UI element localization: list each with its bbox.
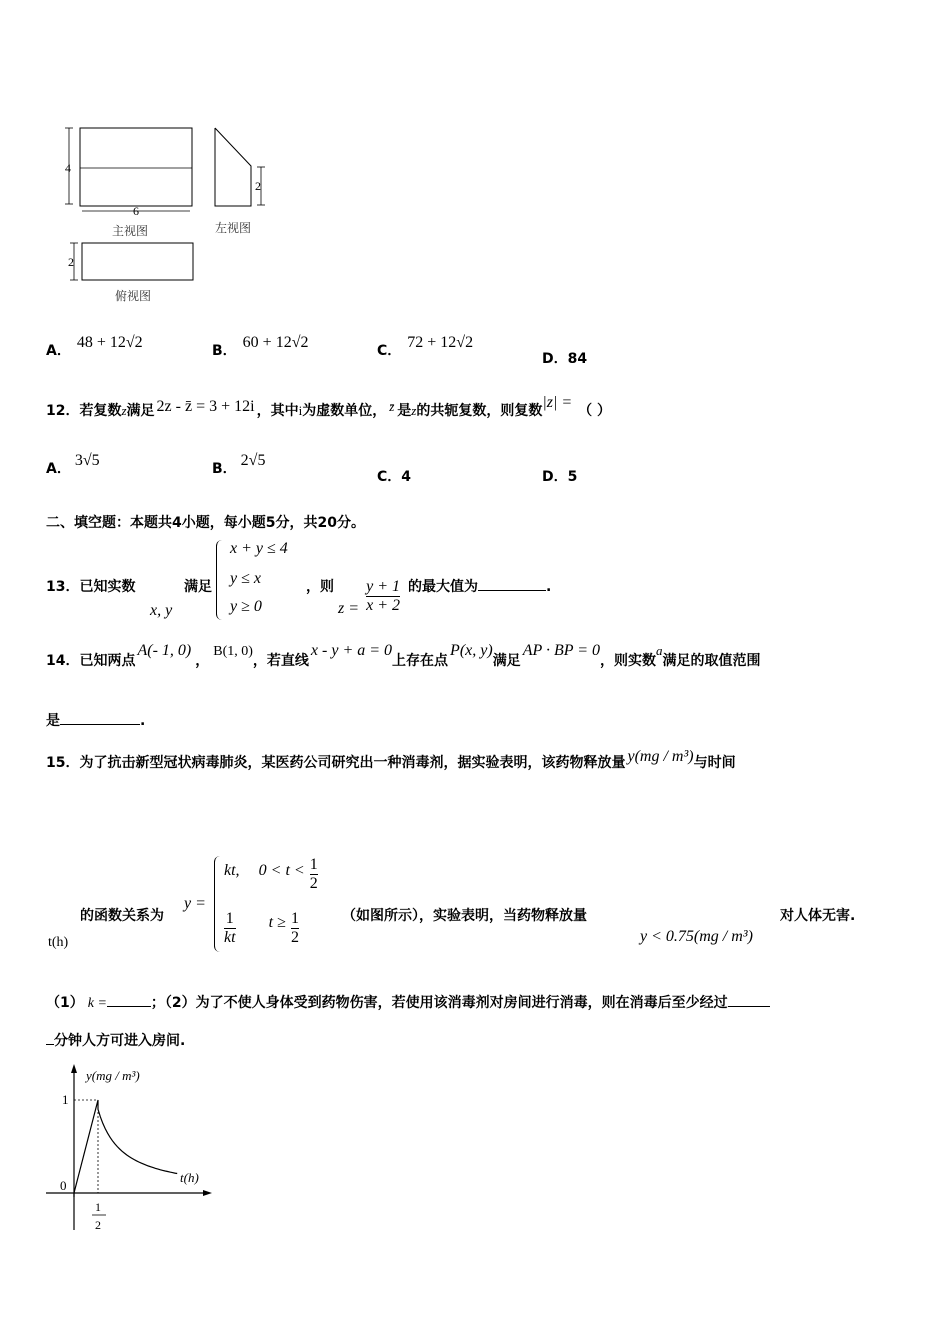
question-12: 12．若复数z满足 2z - z̄ = 3 + 12i ，其中i为虚数单位， $^{z̄}$ 是z的共轭复数，则复数|z| = （ ） bbox=[46, 394, 612, 419]
graph-origin: 0 bbox=[60, 1178, 67, 1193]
q11-option-c[interactable]: C． 72 + 12√2 bbox=[377, 334, 474, 359]
q12-option-c[interactable]: C．4 bbox=[377, 469, 412, 485]
dim-right: 2 bbox=[255, 179, 261, 193]
q15-k-blank[interactable] bbox=[107, 994, 151, 1007]
q15-safe-level: y < 0.75(mg / m³) bbox=[640, 928, 753, 945]
q13-constraint-3: y ≥ 0 bbox=[230, 598, 262, 615]
top-view-label: 俯视图 bbox=[115, 289, 152, 303]
q15-piece-1: kt, 0 < t < $\frac{1}{2}$ bbox=[224, 856, 318, 892]
q15-piece-2: $\frac{1}{kt}$ t ≥ $\frac{1}{2}$ bbox=[224, 910, 299, 946]
q15-line-3: 分钟人方可进入房间. bbox=[46, 1030, 185, 1050]
q15-function-intro: 的函数关系为 bbox=[80, 908, 164, 924]
graph-curve bbox=[74, 1100, 177, 1197]
dim-top: 2 bbox=[68, 255, 74, 269]
left-view-shape bbox=[215, 128, 251, 206]
q13-constraint-1: x + y ≤ 4 bbox=[230, 540, 288, 557]
q15-graph bbox=[40, 1062, 220, 1242]
section-2-heading: 二、填空题：本题共4小题，每小题5分，共20分。 bbox=[46, 515, 365, 531]
q15-subquestions: （1） k = ；（2）为了不使人身体受到药物伤害，若使用该消毒剂对房间进行消毒，则在消毒后至少经过 bbox=[46, 992, 770, 1012]
question-14: 14．已知两点A(- 1, 0)，B(1, 0)，若直线x - y + a = 0上存在点P(x, y)满足AP · BP = 0，则实数$^a$满足的取值范围 bbox=[46, 642, 761, 669]
q12-option-a[interactable]: A． 3√5 bbox=[46, 452, 100, 477]
graph-x-arrow bbox=[203, 1190, 212, 1196]
graph-y-label: y(mg / m³) bbox=[86, 1068, 140, 1083]
dim-width: 6 bbox=[133, 204, 139, 218]
graph-x-label: t(h) bbox=[180, 1170, 199, 1185]
q12-option-d[interactable]: D．5 bbox=[542, 469, 578, 485]
graph-x-tick-num: 1 bbox=[95, 1200, 101, 1214]
dim-height: 4 bbox=[65, 161, 71, 175]
q14-answer-blank[interactable] bbox=[60, 712, 140, 725]
q14-line-2: 是 . bbox=[46, 713, 146, 729]
q15-y-equals: y = bbox=[184, 895, 206, 912]
q11-option-d[interactable]: D．84 bbox=[542, 351, 588, 367]
q13-then: ，则 bbox=[306, 579, 334, 595]
q13-answer-blank[interactable] bbox=[478, 578, 546, 591]
q11-option-b[interactable]: B． 60 + 12√2 bbox=[212, 334, 309, 359]
q12-option-b[interactable]: B． 2√5 bbox=[212, 452, 266, 477]
q15-minutes-blank[interactable] bbox=[728, 994, 770, 1007]
graph-y-arrow bbox=[71, 1064, 77, 1073]
q13-satisfies: 满足 bbox=[184, 579, 212, 595]
question-15-intro: 15．为了抗击新型冠状病毒肺炎，某医药公司研究出一种消毒剂，据实验表明，该药物释放量 y(mg / m³)与时间 bbox=[46, 748, 736, 771]
q13-vars: x, y bbox=[150, 602, 173, 619]
left-view-label: 左视图 bbox=[215, 221, 252, 235]
q13-text-start: 13．已知实数 bbox=[46, 579, 136, 595]
q15-text-mid: （如图所示），实验表明，当药物释放量 bbox=[342, 908, 587, 924]
q15-time-unit: t(h) bbox=[48, 935, 69, 950]
q13-brace bbox=[216, 540, 223, 620]
front-view-rect bbox=[80, 128, 192, 206]
q13-text-end: 的最大值为 . bbox=[408, 579, 552, 595]
three-view-figure bbox=[55, 120, 285, 310]
top-view-rect bbox=[82, 243, 193, 280]
graph-x-tick-den: 2 bbox=[95, 1218, 101, 1232]
q11-option-a[interactable]: A． 48 + 12√2 bbox=[46, 334, 143, 359]
front-view-label: 主视图 bbox=[112, 224, 149, 238]
q13-constraint-2: y ≤ x bbox=[230, 570, 261, 587]
q15-brace bbox=[214, 856, 221, 952]
q15-harmless: 对人体无害. bbox=[780, 908, 856, 924]
graph-y-tick-1: 1 bbox=[62, 1092, 69, 1107]
q13-objective: z = $\frac{y + 1}{x + 2}$ bbox=[338, 578, 401, 617]
